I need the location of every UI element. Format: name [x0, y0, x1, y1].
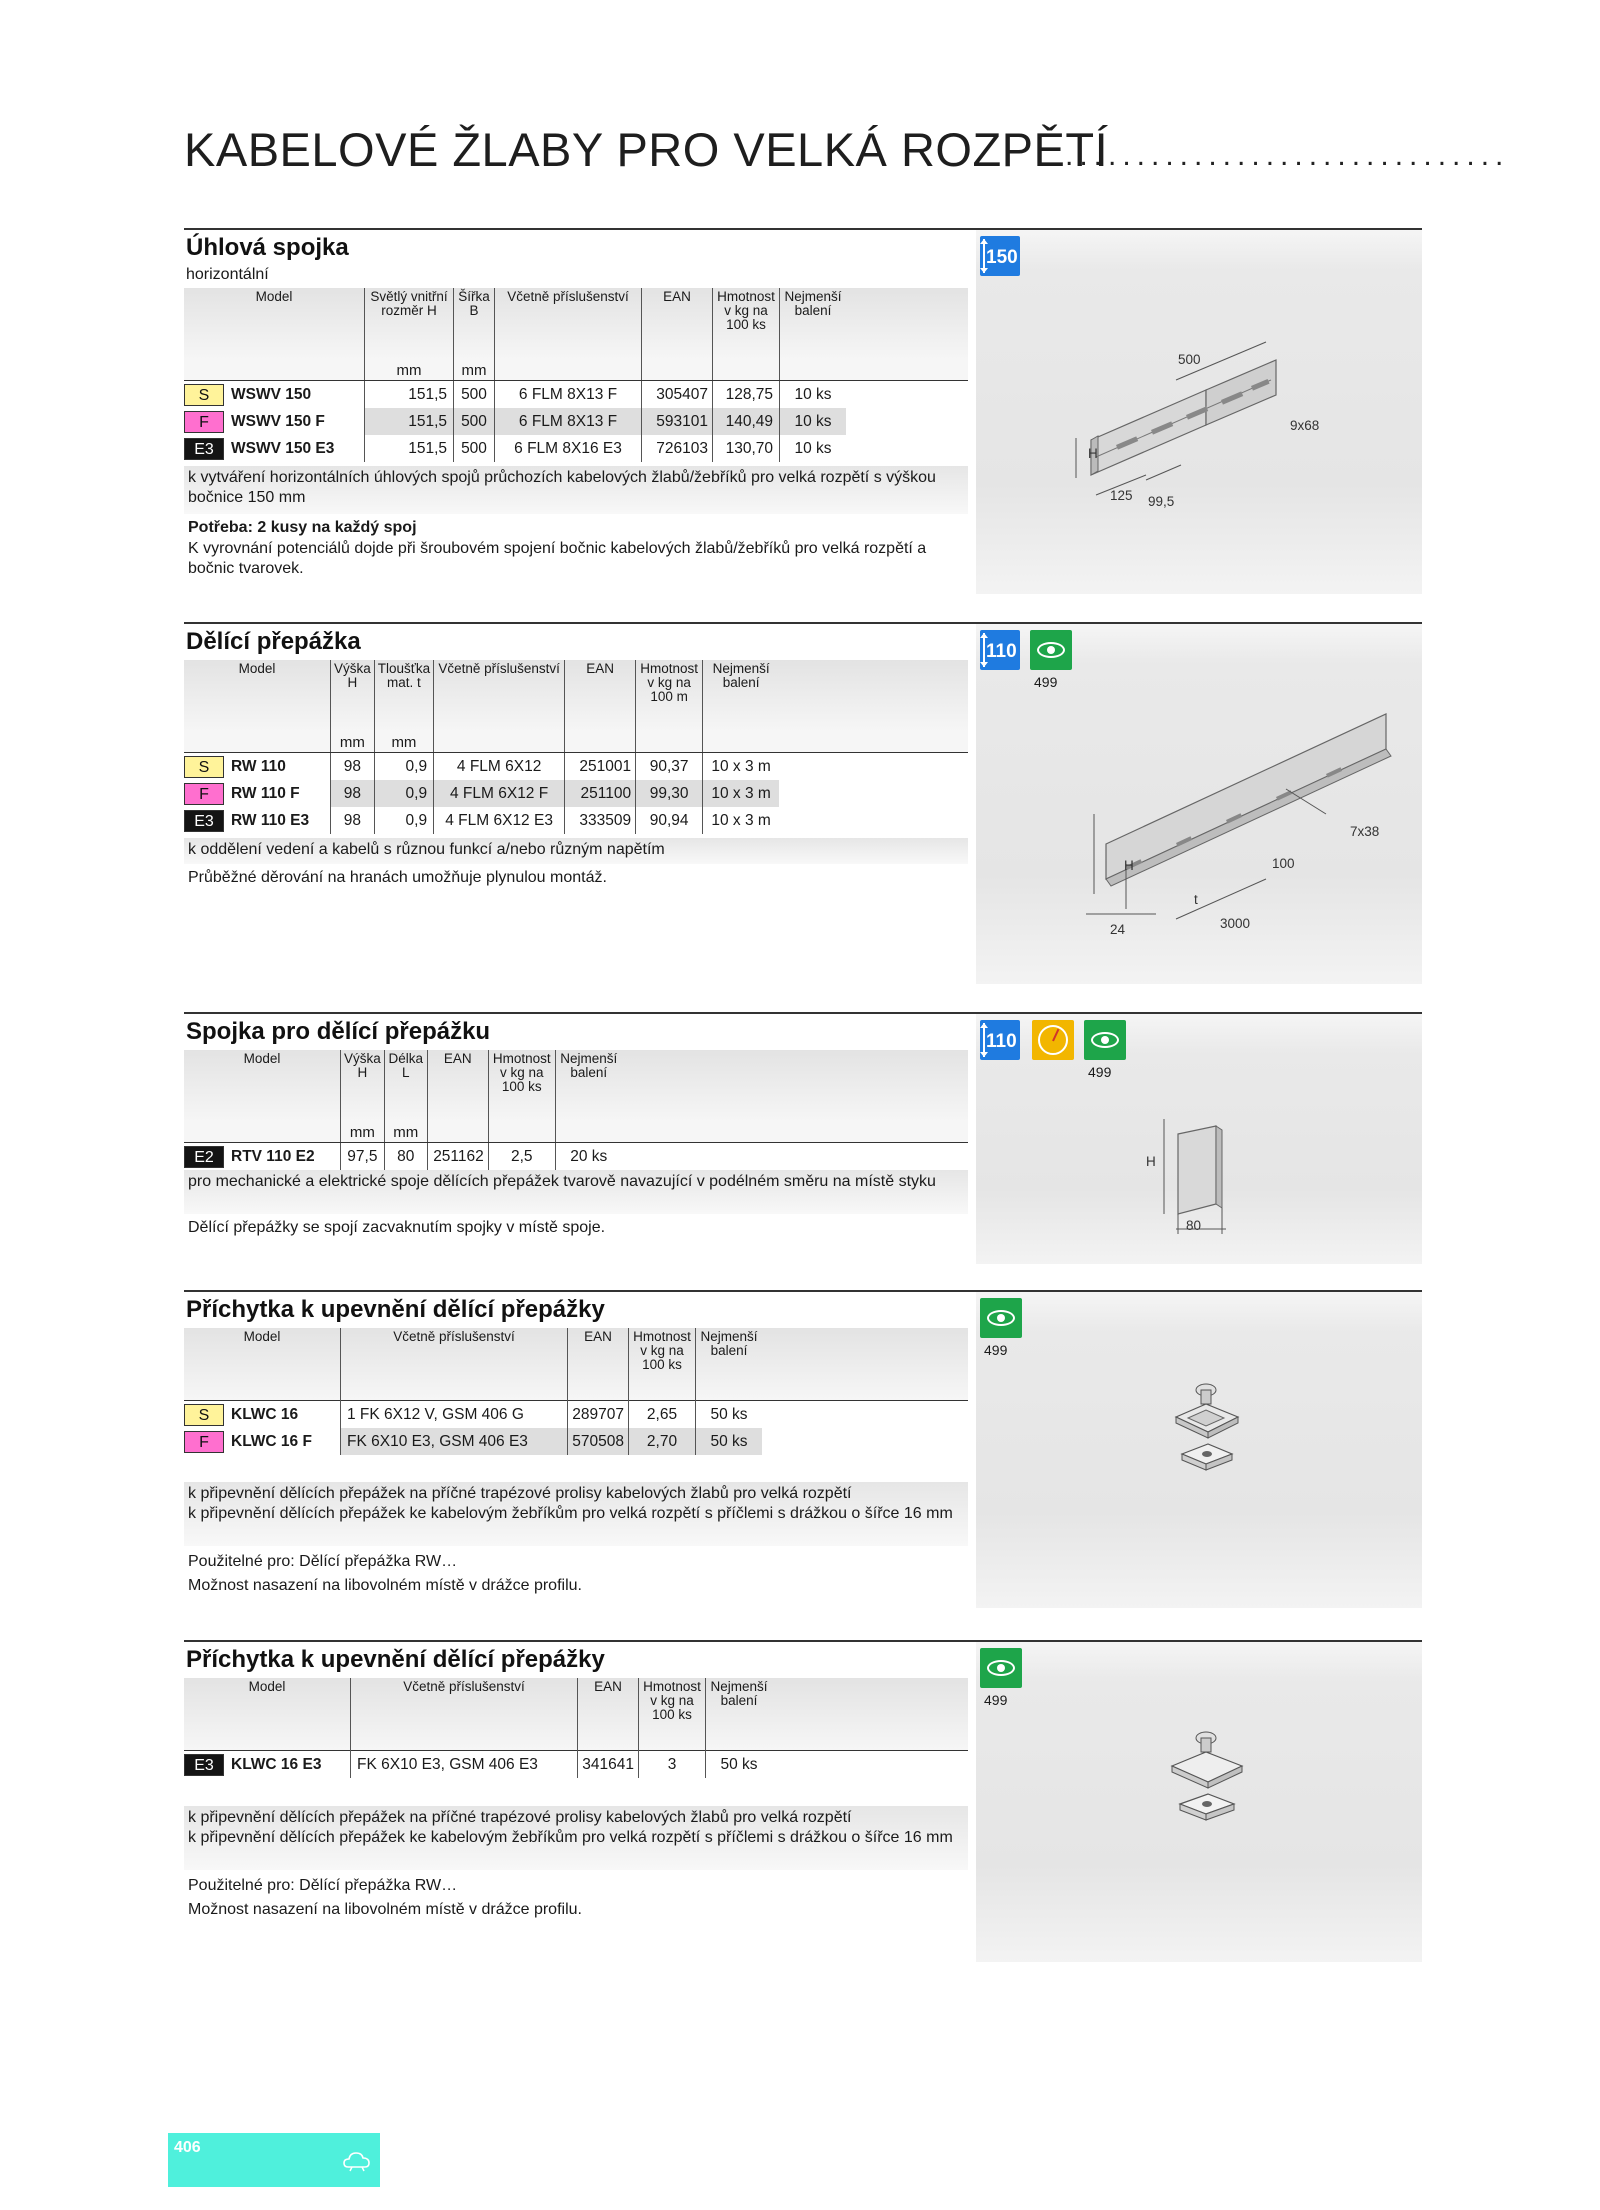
table-header: [184, 1050, 968, 1122]
spec-table: [184, 288, 968, 462]
col-header-ean: EAN: [427, 1050, 488, 1122]
spec-table: [184, 660, 968, 834]
section-subtitle: horizontální: [186, 266, 269, 283]
cell-pack: 50 ks: [696, 1401, 763, 1429]
spec-table: [184, 1678, 968, 1778]
divider-drawing: [1056, 704, 1396, 944]
cell-h: 98: [331, 807, 375, 834]
product-image-panel: [976, 1014, 1422, 1264]
col-header-pack: Nejmenší balení: [555, 1050, 622, 1122]
section-title: Úhlová spojka: [186, 234, 349, 261]
cell-weight: 2,5: [488, 1143, 555, 1171]
product-image-panel: [976, 1642, 1422, 1962]
cell-accessories: 6 FLM 8X13 F: [495, 381, 642, 409]
cell-accessories: 4 FLM 6X12 F: [434, 780, 565, 807]
note-application: k připevnění dělících přepážek na příčné trapézové prolisy kabelových žlabů pro velká rozpětí k připevnění dělících přepážek ke kabelovým žebříkům pro velká rozpětí s příčlemi s drážkou o šířce 16 mm: [184, 1482, 968, 1546]
unit-h: mm: [341, 1122, 385, 1143]
col-header-model: Model: [184, 288, 365, 360]
cell-pack: 10 x 3 m: [703, 807, 780, 834]
col-header-weight: Hmotnost v kg na 100 ks: [629, 1328, 696, 1401]
eye-icon: [980, 1648, 1022, 1688]
table-header: [184, 1678, 968, 1751]
clip-drawing: [1146, 1720, 1266, 1830]
model-name: WSWV 150 F: [231, 412, 325, 430]
col-header-ean: EAN: [565, 660, 636, 732]
cell-pack: 10 ks: [780, 408, 847, 435]
eye-icon-label: 499: [1034, 674, 1058, 690]
table-row: [184, 408, 968, 435]
col-header-model: Model: [184, 1050, 341, 1122]
col-header-pack: Nejmenší balení: [703, 660, 780, 732]
note-line: Použitelné pro: Dělící přepážka RW…: [188, 1877, 458, 1894]
cell-ean: 305407: [642, 381, 713, 409]
cell-weight: 130,70: [713, 435, 780, 462]
cell-weight: 140,49: [713, 408, 780, 435]
cell-b: 500: [454, 381, 495, 409]
finish-badge: S: [184, 1404, 224, 1426]
footer-box: [168, 2133, 380, 2187]
finish-badge: S: [184, 756, 224, 778]
cell-weight: 2,65: [629, 1401, 696, 1429]
model-name: WSWV 150: [231, 385, 312, 403]
col-header-h: Světlý vnitřní rozměr H: [365, 288, 454, 360]
table-row: [184, 435, 968, 462]
page-title: KABELOVÉ ŽLABY PRO VELKÁ ROZPĚTÍ: [184, 123, 1109, 176]
col-header-pack: Nejmenší balení: [696, 1328, 763, 1401]
units-row: [184, 732, 968, 753]
cell-pack: 10 x 3 m: [703, 753, 780, 781]
unit-b: mm: [454, 360, 495, 381]
model-name: RTV 110 E2: [231, 1147, 315, 1165]
unit-h: mm: [365, 360, 454, 381]
col-header-model: Model: [184, 1328, 341, 1401]
col-header-l: Délka L: [384, 1050, 427, 1122]
note-line: Použitelné pro: Dělící přepážka RW…: [188, 1553, 458, 1570]
eye-icon-label: 499: [984, 1342, 1008, 1358]
cell-pack: 10 x 3 m: [703, 780, 780, 807]
spec-table: [184, 1050, 968, 1170]
cell-pack: 10 ks: [780, 381, 847, 409]
cell-weight: 2,70: [629, 1428, 696, 1455]
note-line: Možnost nasazení na libovolném místě v drážce profilu.: [188, 1901, 582, 1918]
model-name: RW 110 E3: [231, 811, 310, 829]
model-name: RW 110 F: [231, 784, 300, 802]
dim-label: H: [1146, 1154, 1156, 1169]
cell-h: 98: [331, 780, 375, 807]
table-row: [184, 807, 968, 834]
col-header-weight: Hmotnost v kg na 100 m: [636, 660, 703, 732]
col-header-weight: Hmotnost v kg na 100 ks: [488, 1050, 555, 1122]
finish-badge: E3: [184, 1754, 224, 1776]
cell-ean: 289707: [568, 1401, 629, 1429]
cell-ean: 333509: [565, 807, 636, 834]
note-line: Dělící přepážky se spojí zacvaknutím spojky v místě spoje.: [188, 1219, 606, 1236]
table-row: [184, 780, 968, 807]
table-row: [184, 1751, 968, 1779]
finish-badge: E3: [184, 438, 224, 460]
eye-icon: [1030, 630, 1072, 670]
col-header-accessories: Včetně příslušenství: [341, 1328, 568, 1401]
cell-weight: 90,37: [636, 753, 703, 781]
cell-weight: 128,75: [713, 381, 780, 409]
cell-ean: 570508: [568, 1428, 629, 1455]
model-name: RW 110: [231, 757, 286, 775]
eye-icon-label: 499: [984, 1692, 1008, 1708]
unit-l: mm: [384, 1122, 427, 1143]
col-header-accessories: Včetně příslušenství: [434, 660, 565, 732]
height-icon: 110: [980, 630, 1020, 670]
dim-label: t: [1194, 892, 1198, 907]
table-row: [184, 753, 968, 781]
cell-t: 0,9: [374, 753, 433, 781]
section-divider: [184, 622, 1422, 984]
eye-icon-label: 499: [1088, 1064, 1112, 1080]
page-number: 406: [174, 2139, 201, 2156]
dim-label: 99,5: [1148, 494, 1175, 509]
cell-h: 151,5: [365, 408, 454, 435]
cell-accessories: FK 6X10 E3, GSM 406 E3: [351, 1751, 578, 1779]
col-header-ean: EAN: [568, 1328, 629, 1401]
height-icon: 150: [980, 236, 1020, 276]
cloud-outline-icon: [342, 2147, 372, 2173]
cell-pack: 20 ks: [555, 1143, 622, 1171]
cell-accessories: FK 6X10 E3, GSM 406 E3: [341, 1428, 568, 1455]
cell-ean: 593101: [642, 408, 713, 435]
section-divider-connector: [184, 1012, 1422, 1264]
col-header-ean: EAN: [642, 288, 713, 360]
notes: [184, 466, 968, 579]
unit-t: mm: [374, 732, 433, 753]
note-requirement: Potřeba: 2 kusy na každý spoj: [188, 519, 417, 536]
section-divider-clip-e3: [184, 1640, 1422, 1962]
cell-ean: 726103: [642, 435, 713, 462]
cell-accessories: 6 FLM 8X16 E3: [495, 435, 642, 462]
spec-table: [184, 1328, 968, 1455]
table-header: [184, 660, 968, 732]
cell-pack: 50 ks: [706, 1751, 773, 1779]
cell-pack: 10 ks: [780, 435, 847, 462]
model-name: KLWC 16: [231, 1405, 299, 1423]
table-header: [184, 288, 968, 360]
model-name: KLWC 16 E3: [231, 1755, 322, 1773]
table-row: [184, 381, 968, 409]
col-header-h: Výška H: [331, 660, 375, 732]
cell-ean: 251001: [565, 753, 636, 781]
finish-badge: S: [184, 384, 224, 406]
cell-weight: 3: [639, 1751, 706, 1779]
note-application: k oddělení vedení a kabelů s různou funkcí a/nebo různým napětím: [184, 838, 968, 864]
cell-accessories: 1 FK 6X12 V, GSM 406 G: [341, 1401, 568, 1429]
cell-ean: 251162: [427, 1143, 488, 1171]
cell-accessories: 4 FLM 6X12 E3: [434, 807, 565, 834]
product-image-panel: [976, 624, 1422, 984]
cell-b: 500: [454, 408, 495, 435]
dim-label: H: [1124, 858, 1134, 873]
table-row: [184, 1401, 968, 1429]
dim-label: 24: [1110, 922, 1126, 937]
cell-weight: 90,94: [636, 807, 703, 834]
col-header-t: Tloušťka mat. t: [374, 660, 433, 732]
note-application: k připevnění dělících přepážek na příčné trapézové prolisy kabelových žlabů pro velká rozpětí k připevnění dělících přepážek ke kabelovým žebříkům pro velká rozpětí s příčlemi s drážkou o šířce 16 mm: [184, 1806, 968, 1870]
finish-badge: F: [184, 411, 224, 433]
cell-h: 151,5: [365, 381, 454, 409]
finish-badge: F: [184, 783, 224, 805]
title-dots: ...............................: [1065, 139, 1510, 172]
col-header-model: Model: [184, 660, 331, 732]
eye-icon: [1084, 1020, 1126, 1060]
finish-badge: E2: [184, 1146, 224, 1168]
units-row: [184, 1122, 968, 1143]
notes: [184, 1806, 968, 1920]
col-header-pack: Nejmenší balení: [706, 1678, 773, 1751]
model-name: KLWC 16 F: [231, 1432, 312, 1450]
eye-icon: [980, 1298, 1022, 1338]
notes: [184, 1170, 968, 1238]
dim-label: 3000: [1220, 916, 1251, 931]
connector-drawing: [1136, 1114, 1276, 1254]
section-title: Spojka pro dělící přepážku: [186, 1018, 491, 1045]
cell-t: 0,9: [374, 807, 433, 834]
col-header-model: Model: [184, 1678, 351, 1751]
height-icon: 110: [980, 1020, 1020, 1060]
dim-label: 7x38: [1350, 824, 1380, 839]
cell-accessories: 4 FLM 6X12: [434, 753, 565, 781]
units-row: [184, 360, 968, 381]
clock-icon: [1032, 1020, 1074, 1060]
cell-t: 0,9: [374, 780, 433, 807]
section-title: Příchytka k upevnění dělící přepážky: [186, 1296, 605, 1323]
col-header-weight: Hmotnost v kg na 100 ks: [639, 1678, 706, 1751]
note-line: Průběžné děrování na hranách umožňuje plynulou montáž.: [188, 869, 607, 886]
cell-h: 97,5: [341, 1143, 385, 1171]
cell-ean: 341641: [578, 1751, 639, 1779]
table-row: [184, 1428, 968, 1455]
section-divider-clip: [184, 1290, 1422, 1608]
cell-pack: 50 ks: [696, 1428, 763, 1455]
dim-label: H: [1088, 446, 1098, 461]
notes: [184, 838, 968, 888]
notes: [184, 1482, 968, 1596]
table-header: [184, 1328, 968, 1401]
dim-label: 80: [1186, 1218, 1202, 1233]
col-header-h: Výška H: [341, 1050, 385, 1122]
section-angle-connector: [184, 228, 1422, 594]
note-application: pro mechanické a elektrické spoje dělících přepážek tvarově navazující v podélném směru na místě styku: [184, 1170, 968, 1214]
col-header-ean: EAN: [578, 1678, 639, 1751]
col-header-pack: Nejmenší balení: [780, 288, 847, 360]
finish-badge: F: [184, 1431, 224, 1453]
dim-label: 9x68: [1290, 418, 1320, 433]
col-header-accessories: Včetně příslušenství: [351, 1678, 578, 1751]
table-row: [184, 1143, 968, 1171]
clip-drawing: [1146, 1372, 1266, 1482]
dim-label: 125: [1110, 488, 1133, 503]
cell-h: 151,5: [365, 435, 454, 462]
cell-h: 98: [331, 753, 375, 781]
col-header-b: Šířka B: [454, 288, 495, 360]
unit-h: mm: [331, 732, 375, 753]
section-title: Příchytka k upevnění dělící přepážky: [186, 1646, 605, 1673]
cell-b: 500: [454, 435, 495, 462]
dim-label: 500: [1178, 352, 1201, 367]
cell-l: 80: [384, 1143, 427, 1171]
finish-badge: E3: [184, 810, 224, 832]
cell-accessories: 6 FLM 8X13 F: [495, 408, 642, 435]
col-header-accessories: Včetně příslušenství: [495, 288, 642, 360]
section-title: Dělící přepážka: [186, 628, 361, 655]
note-line: Možnost nasazení na libovolném místě v drážce profilu.: [188, 1577, 582, 1594]
cell-weight: 99,30: [636, 780, 703, 807]
product-image-panel: [976, 230, 1422, 594]
note-application: k vytváření horizontálních úhlových spojů průchozích kabelových žlabů/žebříků pro velká rozpětí s výškou bočnice 150 mm: [184, 466, 968, 514]
product-image-panel: [976, 1292, 1422, 1608]
col-header-weight: Hmotnost v kg na 100 ks: [713, 288, 780, 360]
model-name: WSWV 150 E3: [231, 439, 335, 457]
dim-label: 100: [1272, 856, 1295, 871]
cell-ean: 251100: [565, 780, 636, 807]
note-line: K vyrovnání potenciálů dojde při šroubovém spojení bočnic kabelových žlabů/žebříků pro velká rozpětí a bočnic tvarovek.: [188, 540, 927, 577]
